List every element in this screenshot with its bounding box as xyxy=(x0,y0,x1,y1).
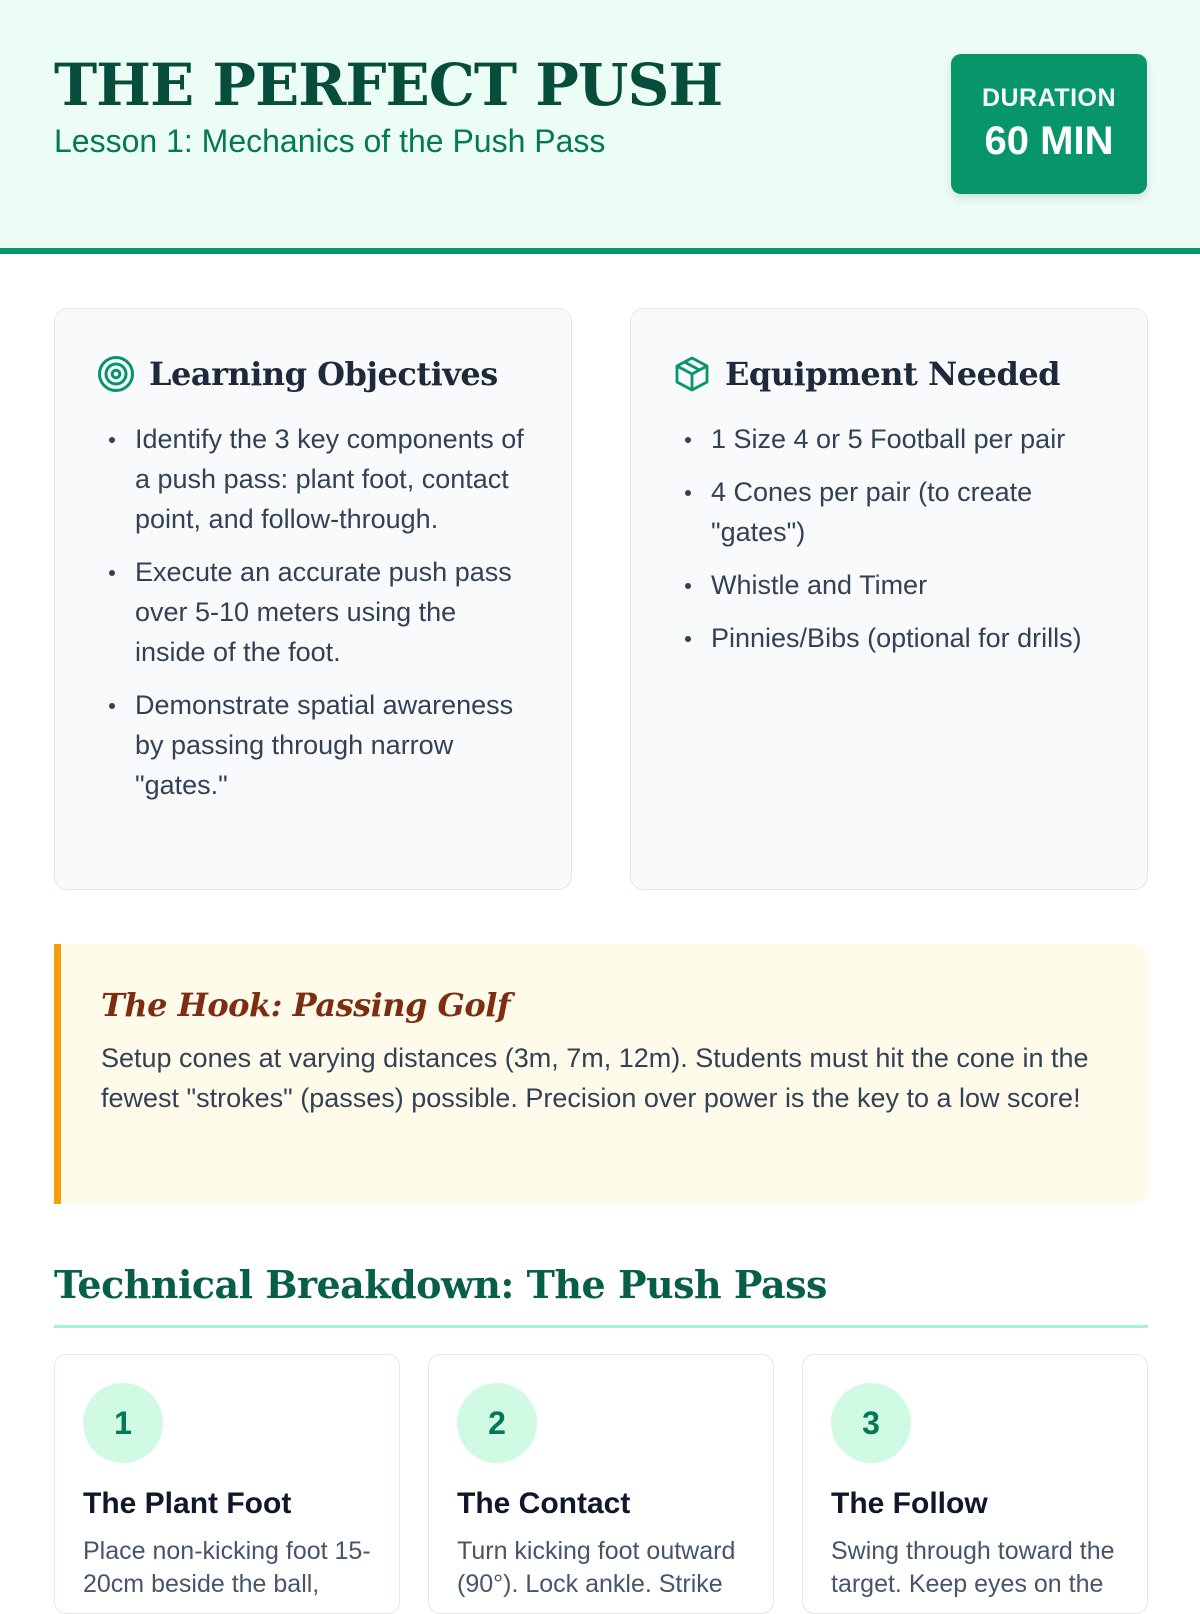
step-text: Place non-kicking foot 15-20cm beside the ball, xyxy=(83,1537,371,1598)
lesson-header xyxy=(0,0,1200,254)
overview-cards xyxy=(54,308,1148,890)
step-text: Swing through toward the target. Keep eyes on the xyxy=(831,1537,1115,1598)
objectives-card xyxy=(54,308,572,890)
step-number: 3 xyxy=(831,1383,911,1463)
objective-item: Identify the 3 key components of a push pass: plant foot, contact point, and follow-through. xyxy=(97,419,533,539)
step-number: 1 xyxy=(83,1383,163,1463)
duration-badge xyxy=(951,54,1147,194)
breakdown-title: Technical Breakdown: The Push Pass xyxy=(54,1262,1148,1328)
page-title: THE PERFECT PUSH xyxy=(54,51,723,119)
step-title: The Contact xyxy=(457,1487,631,1520)
step-card xyxy=(802,1354,1148,1614)
step-text: Turn kicking foot outward (90°). Lock ankle. Strike xyxy=(457,1537,736,1598)
package-icon xyxy=(673,355,711,393)
step-number: 2 xyxy=(457,1383,537,1463)
equipment-header xyxy=(673,351,1109,397)
lesson-subtitle: Lesson 1: Mechanics of the Push Pass xyxy=(54,123,606,159)
breakdown-steps xyxy=(54,1354,1148,1614)
objectives-header xyxy=(97,351,533,397)
objective-item: Execute an accurate push pass over 5-10 meters using the inside of the foot. xyxy=(97,552,533,672)
equipment-card xyxy=(630,308,1148,890)
equipment-title: Equipment Needed xyxy=(725,355,1061,393)
step-title: The Follow xyxy=(831,1487,988,1520)
equipment-item: Whistle and Timer xyxy=(673,565,1109,605)
step-card xyxy=(54,1354,400,1614)
target-icon xyxy=(97,355,135,393)
step-card xyxy=(428,1354,774,1614)
equipment-item: 1 Size 4 or 5 Football per pair xyxy=(673,419,1109,459)
objective-item: Demonstrate spatial awareness by passing through narrow "gates." xyxy=(97,685,533,805)
step-title: The Plant Foot xyxy=(83,1487,292,1520)
duration-value: 60 MIN xyxy=(984,119,1114,163)
equipment-list xyxy=(673,419,1109,658)
duration-label: DURATION xyxy=(981,84,1117,112)
hook-text: Setup cones at varying distances (3m, 7m, 12m). Students must hit the cone in the fewest "strokes" (passes) possible. Precision over power is the key to a low score! xyxy=(101,1043,1089,1113)
hook-callout xyxy=(54,944,1148,1204)
equipment-item: Pinnies/Bibs (optional for drills) xyxy=(673,618,1109,658)
objectives-title: Learning Objectives xyxy=(149,355,498,393)
hook-title: The Hook: Passing Golf xyxy=(101,986,511,1024)
objectives-list xyxy=(97,419,533,805)
equipment-item: 4 Cones per pair (to create "gates") xyxy=(673,472,1109,552)
